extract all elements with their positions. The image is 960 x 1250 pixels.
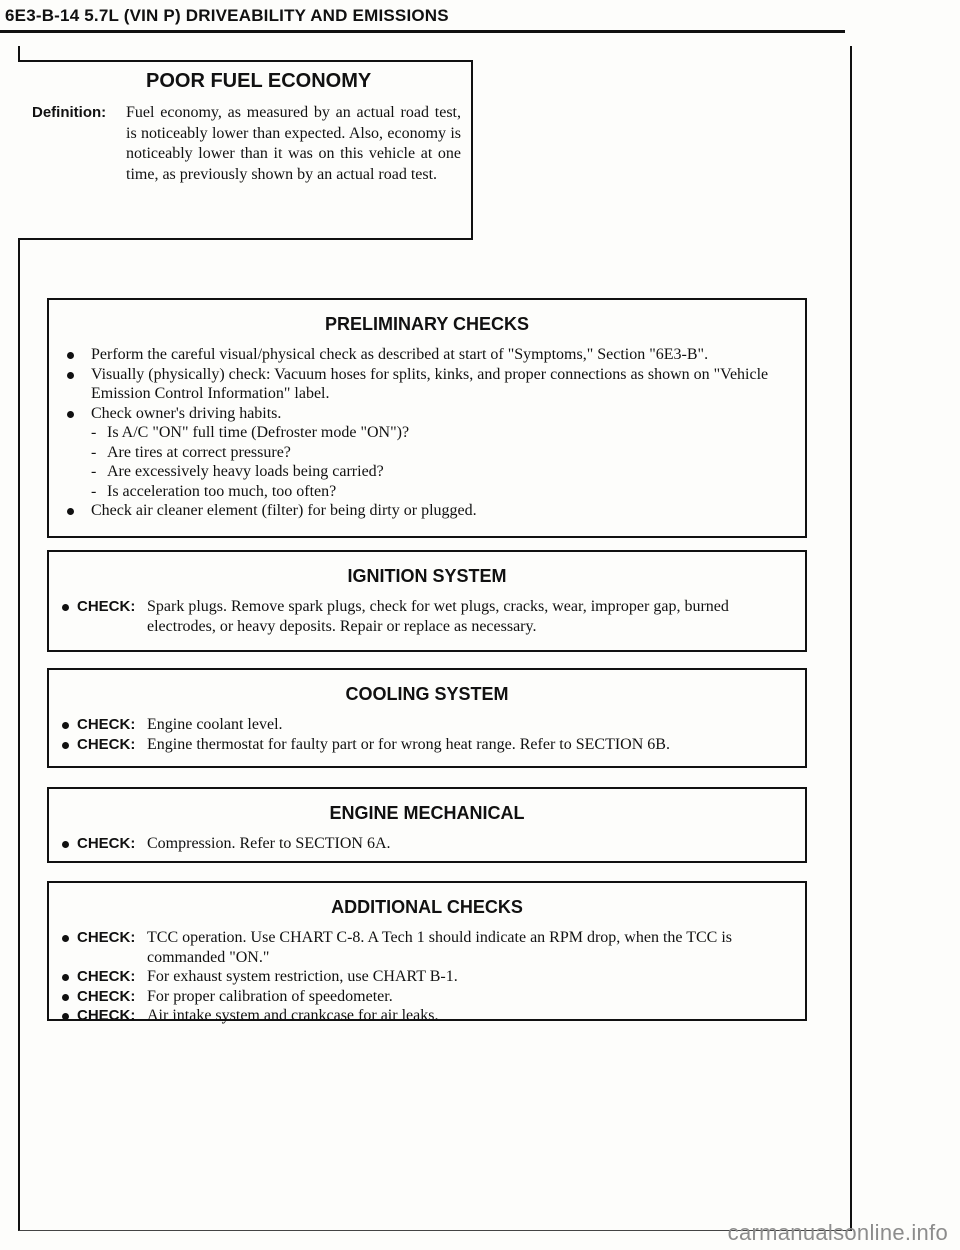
bullet-icon [62,994,69,1001]
list-item: Visually (physically) check: Vacuum hoses for splits, kinks, and proper connections as shown on "Vehicle Emission Control Information" label. [59,365,793,404]
bullet-icon [67,372,74,379]
sub-list-item: - Is A/C "ON" full time (Defroster mode "ON")? [91,424,410,441]
poor-fuel-economy-box [18,60,473,240]
check-item: CHECK: Air intake system and crankcase for air leaks. [59,1006,793,1026]
bullet-icon [67,508,74,515]
watermark: carmanualsonline.info [727,1220,948,1245]
list-item: Check air cleaner element (filter) for being dirty or plugged. [59,501,793,521]
bullet-icon [62,722,69,729]
additional-checks-box [47,881,807,1024]
page-header: 6E3-B-14 5.7L (VIN P) DRIVEABILITY AND EMISSIONS [5,6,449,25]
additional-checks-title: ADDITIONAL CHECKS [331,897,523,917]
preliminary-checks-title: PRELIMINARY CHECKS [324,314,530,334]
bullet-icon [67,352,74,359]
header-rule [0,30,845,33]
check-item: CHECK: Spark plugs. Remove spark plugs, check for wet plugs, cracks, wear, improper gap, burned electrodes, or heavy deposits. Repair or replace as necessary. [59,597,793,636]
bullet-icon [67,411,74,418]
preliminary-checks-box [47,298,807,538]
check-item: CHECK: For proper calibration of speedometer. [59,987,793,1007]
list-item: Perform the careful visual/physical check as described at start of "Symptoms," Section "6E3-B". [59,345,793,365]
cooling-system-box [47,668,807,768]
bullet-icon [62,974,69,981]
engine-mechanical-title: ENGINE MECHANICAL [329,803,525,823]
check-item: CHECK: Engine thermostat for faulty part or for wrong heat range. Refer to SECTION 6B. [59,735,793,755]
check-item: CHECK: Engine coolant level. [59,715,793,735]
engine-mechanical-box [47,787,807,863]
definition-label: Definition: [32,104,107,121]
bullet-icon [62,604,69,611]
definition-text: Fuel economy, as measured by an actual road test, is noticeably lower than expected. Also, economy is noticeably lower than it was on this vehicle at one time, as previously shown by an actual road test. [126,104,461,183]
list-item: Check owner's driving habits. [59,404,793,424]
check-item: CHECK: TCC operation. Use CHART C-8. A Tech 1 should indicate an RPM drop, when the TCC is commanded "ON." [59,928,793,967]
bullet-icon [62,1013,69,1020]
definition-row [18,103,471,185]
sub-list-item: - Are excessively heavy loads being carried? [91,463,384,480]
bullet-icon [62,742,69,749]
sub-list-item: - Are tires at correct pressure? [91,443,291,461]
bullet-icon [62,841,69,848]
check-item: CHECK: Compression. Refer to SECTION 6A. [59,834,793,854]
cooling-system-title: COOLING SYSTEM [345,684,509,704]
check-item: CHECK: For exhaust system restriction, use CHART B-1. [59,967,793,987]
ignition-system-title: IGNITION SYSTEM [347,566,507,586]
poor-fuel-economy-title: POOR FUEL ECONOMY [146,70,372,92]
ignition-system-box [47,550,807,652]
sub-list-item: - Is acceleration too much, too often? [91,482,337,500]
bullet-icon [62,935,69,942]
